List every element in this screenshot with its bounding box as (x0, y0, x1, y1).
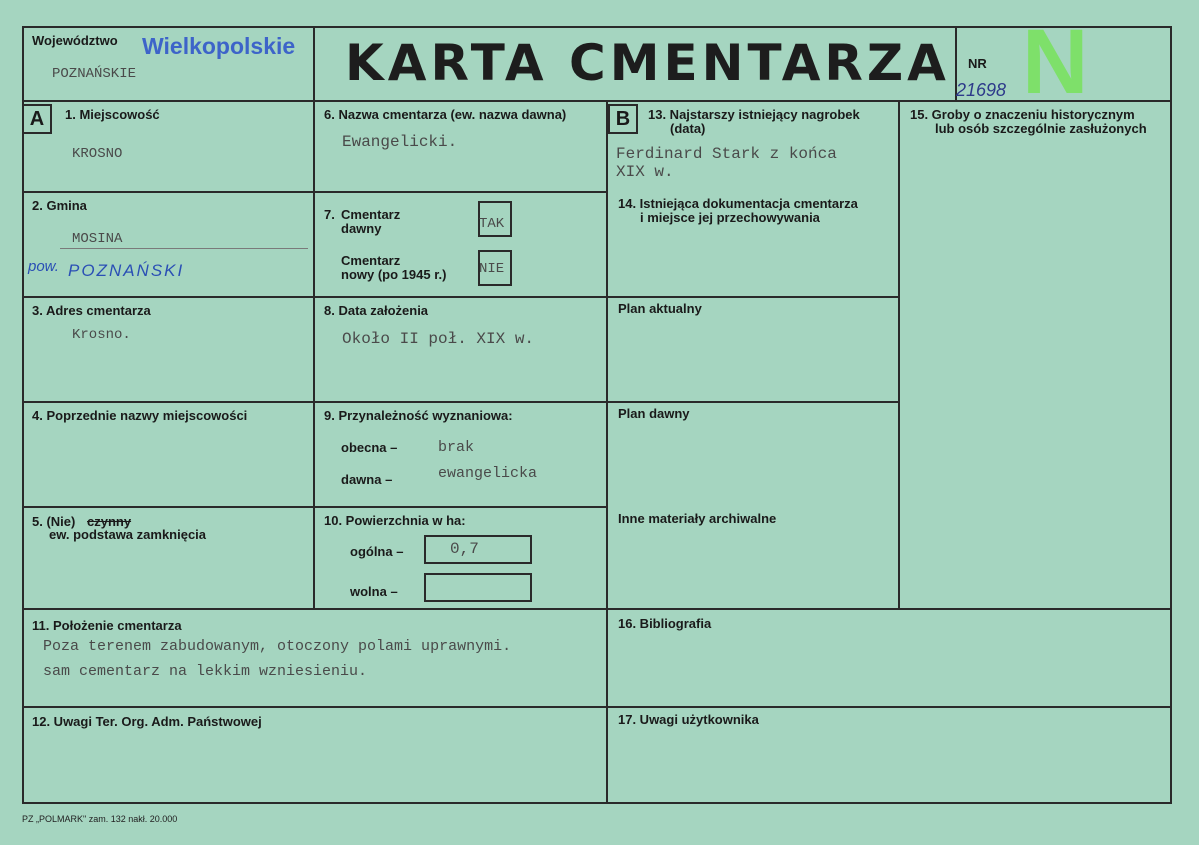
field-11-value-1: Poza terenem zabudowanym, otoczony polami uprawnymi. (43, 638, 512, 655)
field-2-label: 2. Gmina (32, 198, 87, 213)
field-10-ogolna-label: ogólna – (350, 544, 404, 559)
field-11-label: 11. Położenie cmentarza (32, 618, 182, 633)
field-8-value: Około II poł. XIX w. (342, 330, 535, 348)
field-10-wolna-box (424, 573, 532, 602)
header-divider-left (313, 26, 315, 102)
field-9-label: 9. Przynależność wyznaniowa: (324, 408, 513, 423)
row-divider-1 (22, 191, 606, 193)
column-divider-2 (606, 100, 608, 804)
row-divider-5 (22, 608, 1172, 610)
section-b-badge: B (608, 104, 638, 134)
field-9-obecna-label: obecna – (341, 440, 398, 455)
field-7-nowy-label-2: nowy (po 1945 r.) (341, 267, 447, 282)
field-5-label-a: 5. (Nie) (32, 514, 76, 529)
field-12-label: 12. Uwagi Ter. Org. Adm. Państwowej (32, 714, 262, 729)
field-9-dawna-value: ewangelicka (438, 465, 538, 482)
wojewodztwo-stamp: Wielkopolskie (142, 33, 296, 59)
row-divider-3 (22, 401, 898, 403)
column-divider-1 (313, 100, 315, 610)
wojewodztwo-value: POZNAŃSKIE (52, 66, 137, 82)
inne-materialy-label: Inne materiały archiwalne (618, 511, 777, 526)
field-3-label: 3. Adres cmentarza (32, 303, 151, 318)
field-7-dawny-label: Cmentarz (341, 207, 401, 222)
plan-aktualny-label: Plan aktualny (618, 301, 702, 316)
field-2-hand-value: POZNAŃSKI (68, 261, 185, 280)
field-5-label-b: czynny (87, 514, 132, 529)
field-10-label: 10. Powierzchnia w ha: (324, 513, 466, 528)
field-9-dawna-label: dawna – (341, 472, 393, 487)
field-14-label-b: i miejsce jej przechowywania (640, 210, 820, 225)
field-13-label-b: (data) (670, 121, 706, 136)
row-divider-2 (22, 296, 898, 298)
column-divider-3 (898, 100, 900, 610)
field-7-nowy-value: NIE (479, 261, 505, 277)
row-divider-4 (22, 506, 606, 508)
field-9-obecna-value: brak (438, 439, 475, 456)
field-14-label-a: 14. Istniejąca dokumentacja cmentarza (618, 196, 858, 211)
field-13-value-1: Ferdinard Stark z końca (616, 145, 837, 163)
field-6-value: Ewangelicki. (342, 133, 458, 151)
corner-mark: N (1022, 11, 1089, 113)
field-7-dawny-label-2: dawny (341, 221, 382, 236)
plan-dawny-label: Plan dawny (618, 406, 690, 421)
wojewodztwo-label: Województwo (32, 33, 118, 48)
field-2-value: MOSINA (72, 231, 123, 247)
field-2-underline (60, 248, 308, 249)
field-10-wolna-label: wolna – (350, 584, 398, 599)
nr-label: NR (968, 56, 987, 71)
field-11-value-2: sam cementarz na lekkim wzniesieniu. (43, 663, 368, 680)
field-2-hand-prefix: pow. (28, 258, 59, 275)
field-7-nowy-label: Cmentarz (341, 253, 401, 268)
field-13-value-2: XIX w. (616, 163, 674, 181)
field-8-label: 8. Data założenia (324, 303, 429, 318)
field-15-label-a: 15. Groby o znaczeniu historycznym (910, 107, 1135, 122)
field-4-label: 4. Poprzednie nazwy miejscowości (32, 408, 248, 423)
field-1-value: KROSNO (72, 146, 123, 162)
field-10-ogolna-value: 0,7 (450, 540, 479, 558)
field-16-label: 16. Bibliografia (618, 616, 712, 631)
field-13-label-a: 13. Najstarszy istniejący nagrobek (648, 107, 860, 122)
field-17-label: 17. Uwagi użytkownika (618, 712, 759, 727)
field-1-label: 1. Miejscowość (65, 107, 160, 122)
row-divider-6 (22, 706, 1172, 708)
field-3-value: Krosno. (72, 327, 131, 343)
field-7-dawny-value: TAK (479, 216, 505, 232)
field-5-label-c: ew. podstawa zamknięcia (49, 527, 207, 542)
card-title: KARTA CMENTARZA (345, 34, 950, 92)
nr-value: 21698 (956, 80, 1007, 100)
print-footer: PZ „POLMARK" zam. 132 nakł. 20.000 (22, 814, 178, 824)
section-a-badge: A (22, 104, 52, 134)
field-6-label: 6. Nazwa cmentarza (ew. nazwa dawna) (324, 107, 567, 122)
field-15-label-b: lub osób szczególnie zasłużonych (935, 121, 1147, 136)
field-7-label: 7. (324, 207, 335, 222)
